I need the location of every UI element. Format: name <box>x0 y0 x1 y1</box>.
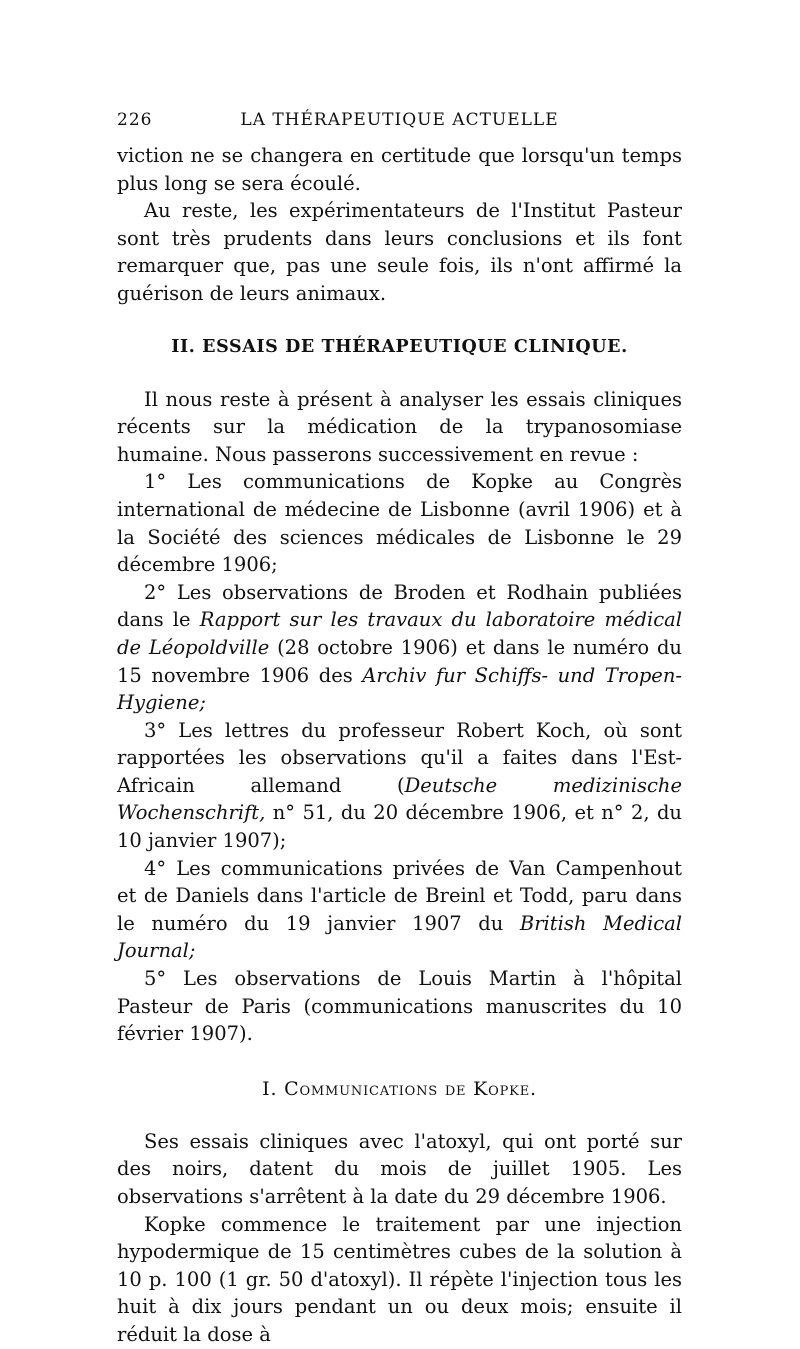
paragraph-intro: Il nous reste à présent à analyser les essais cliniques récents sur la médication de la trypanosomiase humaine. Nous passerons successivement en revue : <box>117 387 682 466</box>
list-item-2 <box>117 579 682 717</box>
paragraph-institut-pasteur: Au reste, les expérimentateurs de l'Institut Pasteur sont très prudents dans leurs conclusions et ils font remarquer que, pas une seule fois, ils n'ont affirmé la guérison de leurs animaux. <box>117 199 682 305</box>
list-item-2-italic-2: Archiv fur Schiffs- und Tropen-Hygiene; <box>117 663 682 715</box>
list-item-5: 5° Les observations de Louis Martin à l'hôpital Pasteur de Paris (communications manuscrites du 10 février 1907). <box>117 967 682 1046</box>
paragraph-kopke-traitement: Kopke commence le traitement par une injection hypodermique de 15 centimètres cubes de la solution à 10 p. 100 (1 gr. 50 d'atoxyl). Il répète l'injection tous les huit à dix jours pendant un ou deux mois; ensuite il réduit la dose à <box>117 1212 682 1346</box>
list-item-1: 1° Les communications de Kopke au Congrès international de médecine de Lisbonne (avril 1906) et à la Société des sciences médicales de Lisbonne le 29 décembre 1906; <box>117 470 682 577</box>
paragraph-continuation: viction ne se changera en certitude que lorsqu'un temps plus long se sera écoulé. <box>117 144 682 195</box>
subsection-title: I. Communications de Kopke. <box>262 1077 537 1100</box>
list-item-3-italic: Deutsche medizinische Wochenschrift, <box>117 773 682 825</box>
list-item-2-text-b: (28 octobre 1906) et dans le numéro du 15 novembre 1906 des <box>117 635 682 687</box>
running-head <box>117 110 682 138</box>
list-item-3-text-b: n° 51, du 20 décembre 1906, et n° 2, du 10 janvier 1907); <box>117 801 682 853</box>
list-item-4-text-a: 4° Les communications privées de Van Campenhout et de Daniels dans l'article de Breinl et Todd, paru dans le numéro du 19 janvier 1907 du <box>117 856 682 935</box>
list-item-3-text-a: 3° Les lettres du professeur Robert Koch, où sont rapportées les observations qu'il a faites dans l'Est-Africain allemand ( <box>117 718 682 797</box>
section-title: II. ESSAIS DE THÉRAPEUTIQUE CLINIQUE. <box>171 336 628 357</box>
list-item-2-italic: Rapport sur les travaux du laboratoire médical de Léopoldville <box>117 608 682 659</box>
paragraph-kopke-essais: Ses essais cliniques avec l'atoxyl, qui ont porté sur des noirs, datent du mois de juillet 1905. Les observations s'arrêtent à la date du 29 décembre 1906. <box>117 1129 682 1208</box>
list-item-3 <box>117 717 682 855</box>
list-item-2-text-a: 2° Les observations de Broden et Rodhain publiées dans le <box>117 580 682 632</box>
running-title: LA THÉRAPEUTIQUE ACTUELLE <box>240 110 559 130</box>
list-item-4-italic: British Medical Journal; <box>117 911 683 963</box>
page-number: 226 <box>117 110 153 130</box>
list-item-4 <box>117 855 682 965</box>
